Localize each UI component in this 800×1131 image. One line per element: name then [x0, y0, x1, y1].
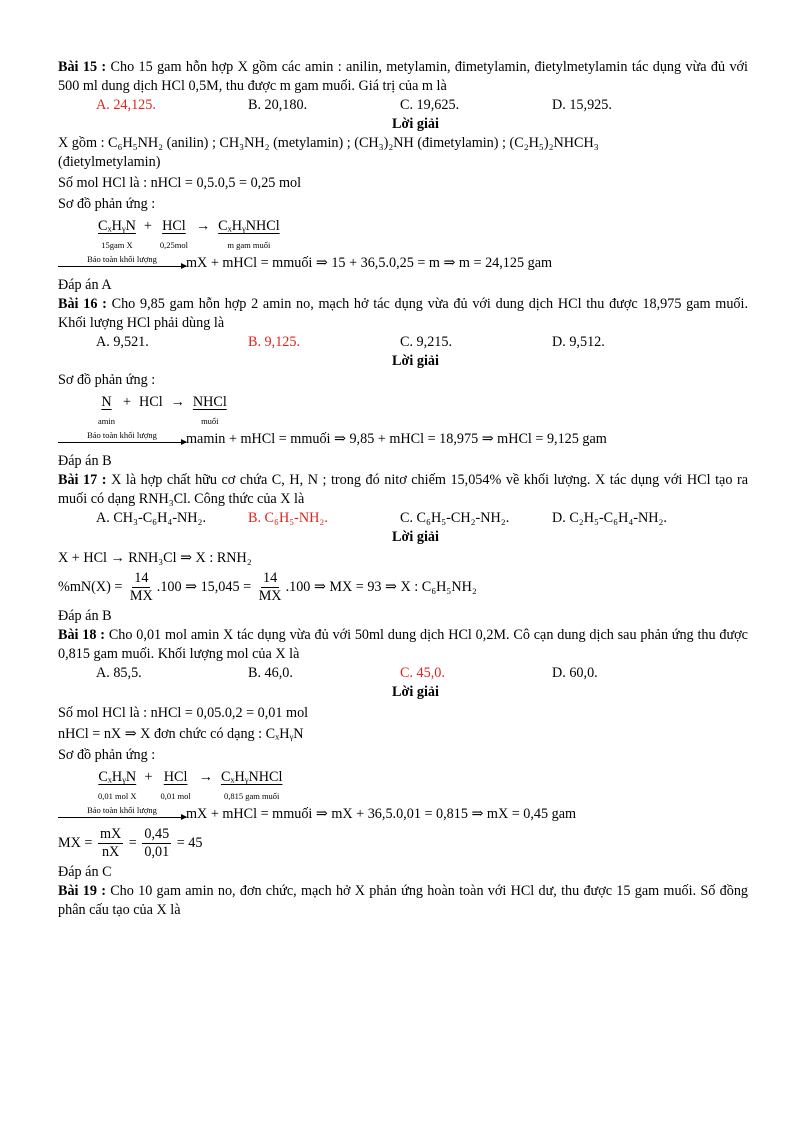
- conservation-equation: [58, 805, 748, 824]
- product: CₓHᵧNHCl 0,815 gam muối: [220, 769, 283, 801]
- question-text: Cho 9,85 gam hỗn hợp 2 amin no, mạch hở tác dụng vừa đủ với dung dịch HCl thu được 18,975 gam muối. Khối lượng HCl phải dùng là: [58, 296, 748, 331]
- fraction: $\frac{14}{MX}$: [258, 570, 282, 604]
- reactant: N amin: [98, 394, 115, 426]
- option-b: B. C₆H₅-NH₂.: [248, 510, 328, 526]
- option-a: A. 24,125.: [96, 97, 156, 113]
- option-c: C. 19,625.: [400, 97, 460, 113]
- options-15: [58, 96, 748, 115]
- labeled-arrow-icon: Bảo toàn khối lượng: [58, 805, 186, 824]
- scheme-label: Sơ đồ phản ứng :: [58, 372, 156, 388]
- option-c: C. C₆H₅-CH₂-NH₂.: [400, 510, 510, 526]
- question-label: Bài 19 :: [58, 883, 106, 899]
- equation: X + HCl → RNH₃Cl ⇒ X : RNH₂: [58, 550, 252, 566]
- solution-title: Lời giải: [392, 529, 439, 545]
- product: NHCl muối: [192, 394, 227, 426]
- reactant: HCl: [139, 394, 163, 410]
- option-d: D. C₂H₅-C₆H₄-NH₂.: [552, 510, 667, 526]
- option-c: C. 9,215.: [400, 334, 453, 350]
- reactant: CₓHᵧN 0,01 mol X: [98, 769, 137, 801]
- option-b: B. 46,0.: [248, 665, 293, 681]
- question-text: Cho 15 gam hỗn hợp X gồm các amin : anilin, metylamin, đimetylamin, đietylmetylamin tác dụng vừa đủ với 500 ml dung dịch HCl 0,5M, thu được m gam muối. Giá trị của m là: [58, 59, 749, 94]
- options-18: [58, 664, 748, 683]
- reactant: HCl 0,25mol: [159, 218, 188, 250]
- solution-title: Lời giải: [392, 684, 439, 700]
- equation: %mN(X) = $\frac{14}{MX}$ .100 ⇒ 15,045 = $\frac{14}{MX}$ .100 ⇒ MX = 93 ⇒ X : C₆H₅NH₂: [58, 570, 477, 604]
- answer: Đáp án C: [58, 864, 112, 880]
- solution-title: Lời giải: [392, 353, 439, 369]
- solution-line: Số mol HCl là : nHCl = 0,05.0,2 = 0,01 mol: [58, 705, 309, 721]
- labeled-arrow-icon: Bảo toàn khối lượng: [58, 430, 186, 449]
- question-label: Bài 17 :: [58, 472, 107, 488]
- reaction-scheme: N amin + HCl → NHCl muối: [98, 394, 227, 426]
- question-15: [58, 58, 748, 96]
- question-text: X là hợp chất hữu cơ chứa C, H, N ; trong đó nitơ chiếm 15,054% về khối lượng. X tác dụng với HCl tạo ra muối có dạng RNH₃Cl. Công thức của X là: [58, 472, 748, 507]
- option-a: A. 85,5.: [96, 665, 142, 681]
- option-a: A. 9,521.: [96, 334, 149, 350]
- reaction-scheme: CₓHᵧN 15gam X + HCl 0,25mol → CₓHᵧNHCl m gam muối: [98, 218, 280, 250]
- options-17: [58, 509, 748, 528]
- option-d: D. 60,0.: [552, 665, 598, 681]
- solution-line: Số mol HCl là : nHCl = 0,5.0,5 = 0,25 mol: [58, 175, 302, 191]
- solution-line: X gồm : C₆H₅NH₂ (anilin) ; CH₃NH₂ (metylamin) ; (CH₃)₂NH (đimetylamin) ; (C₂H₅)₂NHCH₃: [58, 135, 599, 151]
- reaction-scheme: CₓHᵧN 0,01 mol X + HCl 0,01 mol → CₓHᵧNHCl 0,815 gam muối: [98, 769, 283, 801]
- conservation-equation: [58, 254, 748, 273]
- fraction: $\frac{14}{MX}$: [129, 570, 153, 604]
- reactant: HCl 0,01 mol: [160, 769, 191, 801]
- labeled-arrow-icon: Bảo toàn khối lượng: [58, 254, 186, 273]
- document-page: [58, 58, 748, 920]
- fraction: $\frac{0,45}{0,01}$: [144, 826, 170, 860]
- answer: Đáp án A: [58, 277, 112, 293]
- options-16: [58, 333, 748, 352]
- conservation-equation: [58, 430, 748, 449]
- option-c: C. 45,0.: [400, 665, 445, 681]
- solution-line: nHCl = nX ⇒ X đơn chức có dạng : CₓHᵧN: [58, 726, 304, 742]
- question-18: [58, 626, 748, 664]
- scheme-label: Sơ đồ phản ứng :: [58, 747, 156, 763]
- option-b: B. 20,180.: [248, 97, 308, 113]
- option-a: A. CH₃-C₆H₄-NH₂.: [96, 510, 207, 526]
- arrow-icon: →: [170, 394, 185, 410]
- question-16: [58, 295, 748, 333]
- solution-title: Lời giải: [392, 116, 439, 132]
- question-label: Bài 16 :: [58, 296, 107, 312]
- option-b: B. 9,125.: [248, 334, 301, 350]
- question-label: Bài 15 :: [58, 59, 107, 75]
- scheme-label: Sơ đồ phản ứng :: [58, 196, 156, 212]
- fraction: $\frac{mX}{nX}$: [99, 826, 122, 860]
- question-17: [58, 471, 748, 509]
- equation: mamin + mHCl = mmuối ⇒ 9,85 + mHCl = 18,975 ⇒ mHCl = 9,125 gam: [186, 431, 607, 447]
- arrow-icon: →: [198, 769, 213, 785]
- equation: mX + mHCl = mmuối ⇒ mX + 36,5.0,01 = 0,815 ⇒ mX = 0,45 gam: [186, 806, 577, 822]
- question-text: Cho 0,01 mol amin X tác dụng vừa đủ với 50ml dung dịch HCl 0,2M. Cô cạn dung dịch sau phản ứng thu được 0,815 gam muối. Khối lượng mol của X là: [58, 627, 748, 662]
- question-19: [58, 882, 748, 920]
- product: CₓHᵧNHCl m gam muối: [218, 218, 280, 250]
- option-d: D. 9,512.: [552, 334, 605, 350]
- option-d: D. 15,925.: [552, 97, 612, 113]
- question-text: Cho 10 gam amin no, đơn chức, mạch hở X phản ứng hoàn toàn với HCl dư, thu được 15 gam muối. Số đồng phân cấu tạo của X là: [58, 883, 749, 918]
- answer: Đáp án B: [58, 608, 112, 624]
- equation: mX + mHCl = mmuối ⇒ 15 + 36,5.0,25 = m ⇒ m = 24,125 gam: [186, 255, 553, 271]
- reactant: CₓHᵧN 15gam X: [98, 218, 136, 250]
- answer: Đáp án B: [58, 453, 112, 469]
- solution-line: (đietylmetylamin): [58, 154, 161, 170]
- equation: MX = $\frac{mX}{nX}$ = $\frac{0,45}{0,01}$ = 45: [58, 826, 203, 860]
- question-label: Bài 18 :: [58, 627, 106, 643]
- arrow-icon: →: [195, 218, 211, 234]
